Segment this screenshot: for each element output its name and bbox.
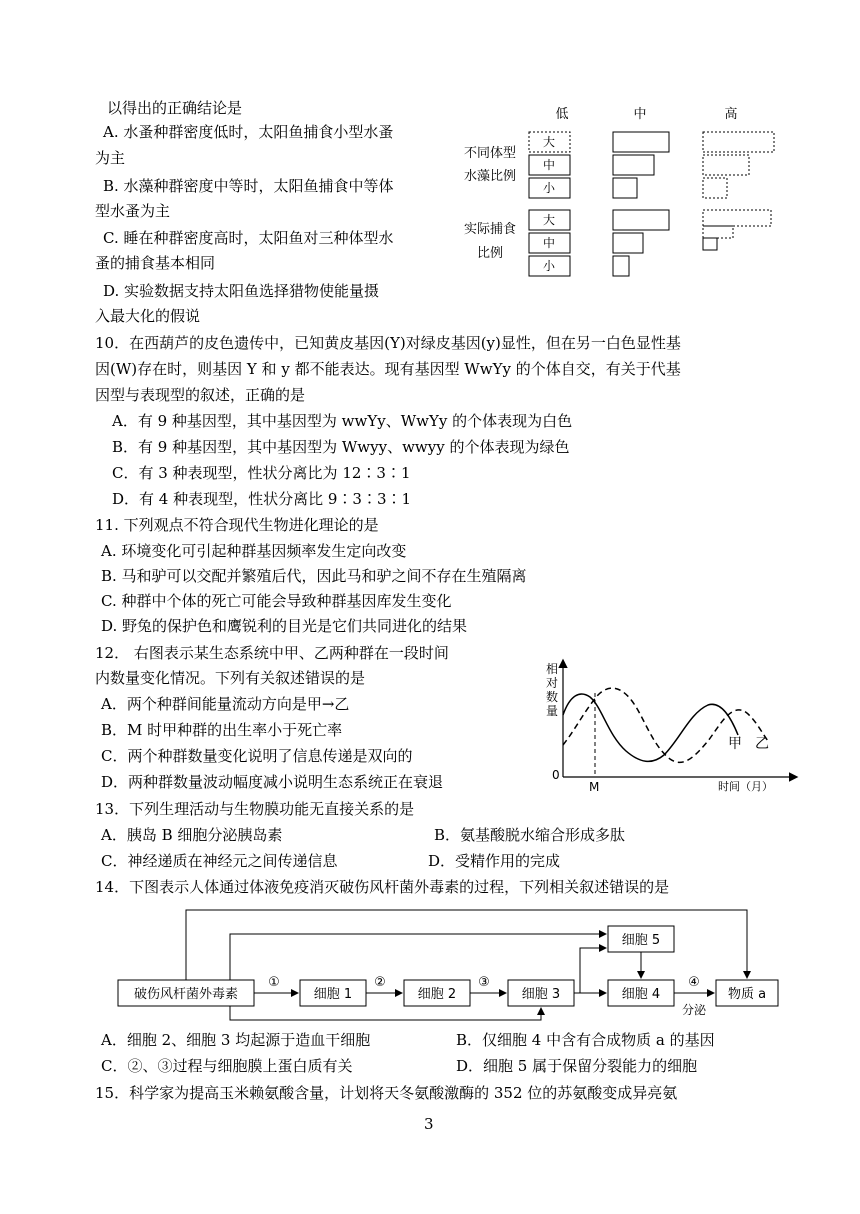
- q11-stem: 11. 下列观点不符合现代生物进化理论的是: [95, 516, 379, 534]
- q14-immune-diagram: [110, 904, 790, 1024]
- cell5-label: 细胞 5: [621, 933, 661, 948]
- col-mid-label: 中: [633, 107, 647, 122]
- series-jia-label: 甲: [728, 736, 742, 752]
- series-yi-label: 乙: [755, 736, 769, 752]
- q13-stem: 13．下列生理活动与生物膜功能无直接关系的是: [95, 800, 415, 818]
- q11-option-c: C. 种群中个体的死亡可能会导致种群基因库发生变化: [101, 592, 452, 610]
- ylabel-char-2: 对: [546, 676, 559, 690]
- step3-label: ③: [478, 975, 490, 990]
- cell1-label: 细胞 1: [313, 987, 353, 1002]
- q9-option-a: A. 水蚤种群密度低时，太阳鱼捕食小型水蚤: [103, 123, 394, 141]
- q9-option-c: C. 睡在种群密度高时，太阳鱼对三种体型水: [103, 229, 394, 247]
- q14-option-c: C．②、③过程与细胞膜上蛋白质有关: [101, 1057, 353, 1075]
- ylabel-char-1: 相: [546, 662, 559, 676]
- q10-stem-1: 10．在西葫芦的皮色遗传中，已知黄皮基因(Y)对绿皮基因(y)显性，但在另一白色显性基: [95, 334, 681, 352]
- series-jia-line: [563, 694, 738, 761]
- q14-option-a: A．细胞 2、细胞 3 均起源于造血干细胞: [101, 1031, 371, 1049]
- q12-option-b: B．M 时甲种群的出生率小于死亡率: [101, 721, 343, 739]
- q13-option-b: B．氨基酸脱水缩合形成多肽: [434, 826, 626, 844]
- m-label: M: [589, 780, 600, 794]
- q12-stem-1: 12． 右图表示某生态系统中甲、乙两种群在一段时间: [95, 644, 449, 662]
- size-small-label-2: 小: [542, 259, 556, 273]
- row2-label-a: 实际捕食: [463, 222, 517, 237]
- q10-option-a: A．有 9 种基因型，其中基因型为 wwYy、WwYy 的个体表现为白色: [112, 412, 573, 430]
- q10-stem-2: 因(W)存在时，则基因 Y 和 y 都不能表达。现有基因型 WwYy 的个体自交，有关于代基: [95, 360, 681, 378]
- q9-option-d-cont: 入最大化的假说: [95, 307, 201, 325]
- col-high-label: 高: [724, 107, 738, 122]
- q12-population-chart: [540, 655, 800, 800]
- q9-option-a-cont: 为主: [95, 149, 126, 167]
- size-medium-label-1: 中: [542, 158, 556, 172]
- cell3-label: 细胞 3: [521, 987, 561, 1002]
- q12-option-a: A．两个种群间能量流动方向是甲→乙: [101, 695, 350, 713]
- q12-stem-2: 内数量变化情况。下列有关叙述错误的是: [95, 669, 366, 687]
- q14-stem: 14．下图表示人体通过体液免疫消灭破伤风杆菌外毒素的过程，下列相关叙述错误的是: [95, 878, 670, 896]
- q11-option-d: D. 野兔的保护色和鹰锐利的目光是它们共同进化的结果: [101, 617, 468, 635]
- q9-option-b: B. 水藻种群密度中等时，太阳鱼捕食中等体: [103, 177, 394, 195]
- x-axis-label: 时间（月）: [718, 780, 773, 793]
- q9-figure: [450, 100, 780, 280]
- step2-label: ②: [374, 975, 386, 990]
- q13-option-c: C．神经递质在神经元之间传递信息: [101, 852, 338, 870]
- size-small-label-1: 小: [542, 181, 556, 195]
- ylabel-char-3: 数: [546, 690, 559, 704]
- ylabel-char-4: 量: [546, 704, 559, 718]
- q11-option-a: A. 环境变化可引起种群基因频率发生定向改变: [101, 542, 407, 560]
- origin-label: 0: [552, 768, 560, 782]
- q10-option-d: D．有 4 种表现型，性状分离比 9∶3∶3∶1: [112, 490, 412, 508]
- cell2-label: 细胞 2: [417, 987, 457, 1002]
- page-number: 3: [424, 1115, 434, 1133]
- q10-option-b: B．有 9 种基因型，其中基因型为 Wwyy、wwyy 的个体表现为绿色: [112, 438, 570, 456]
- q14-option-d: D．细胞 5 属于保留分裂能力的细胞: [456, 1057, 698, 1075]
- row2-label-b: 比例: [476, 246, 504, 261]
- q9-option-d: D. 实验数据支持太阳鱼选择猎物使能量摄: [103, 282, 380, 300]
- cell4-label: 细胞 4: [621, 987, 661, 1002]
- secrete-label: 分泌: [681, 1003, 707, 1017]
- q15-stem: 15．科学家为提高玉米赖氨酸含量，计划将天冬氨酸激酶的 352 位的苏氨酸变成异亮氨: [95, 1084, 678, 1102]
- q9-tail: 以得出的正确结论是: [107, 99, 243, 117]
- row1-label-b: 水藻比例: [463, 169, 517, 184]
- size-medium-label-2: 中: [542, 236, 556, 250]
- step4-label: ④: [688, 975, 700, 990]
- q11-option-b: B. 马和驴可以交配并繁殖后代，因此马和驴之间不存在生殖隔离: [101, 567, 527, 585]
- substance-a-label: 物质 a: [727, 987, 767, 1002]
- q13-option-d: D．受精作用的完成: [428, 852, 561, 870]
- q9-option-b-cont: 型水蚤为主: [95, 202, 171, 220]
- size-big-label-2: 大: [542, 213, 556, 227]
- size-big-label-1: 大: [542, 135, 556, 149]
- q12-option-d: D．两种群数量波动幅度减小说明生态系统正在衰退: [101, 773, 444, 791]
- q13-option-a: A．胰岛 B 细胞分泌胰岛素: [101, 826, 283, 844]
- row1-label-a: 不同体型: [463, 146, 517, 161]
- q9-option-c-cont: 蚤的捕食基本相同: [95, 254, 216, 272]
- q12-option-c: C．两个种群数量变化说明了信息传递是双向的: [101, 747, 413, 765]
- q10-option-c: C．有 3 种表现型，性状分离比为 12∶3∶1: [112, 464, 411, 482]
- q14-option-b: B．仅细胞 4 中含有合成物质 a 的基因: [456, 1031, 715, 1049]
- step1-label: ①: [268, 975, 280, 990]
- col-low-label: 低: [555, 107, 569, 122]
- toxin-label: 破伤风杆菌外毒素: [133, 987, 239, 1002]
- q10-stem-3: 因型与表现型的叙述，正确的是: [95, 386, 306, 404]
